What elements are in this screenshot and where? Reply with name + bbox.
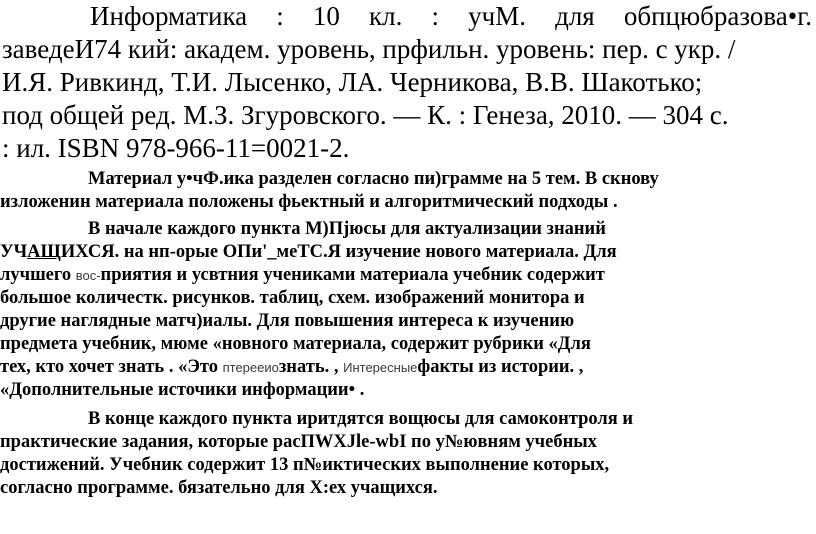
paragraph-2-line-6: предмета учебник, мюме «новного материала, содержит рубрики «Для — [0, 334, 591, 354]
faint-fragment-interesno: птерееио — [222, 360, 279, 375]
underlined-fragment: АЩ — [27, 242, 61, 262]
paragraph-2-line-3 — [0, 264, 812, 287]
paragraph-3 — [0, 408, 812, 500]
paragraph-3-line-2: практические задания, которые расПWXЈlе-wbI по у№ювням учебных — [0, 432, 597, 452]
paragraph-2-line-3-start: лучшего — [0, 265, 76, 285]
paragraph-2-line-1: В начале каждого пункта М)Пјюсы для актуализации знаний — [88, 219, 606, 239]
paragraph-1-line-2: изложенин материала положены фьектный и алгоритмический подходы . — [0, 192, 618, 212]
bibliographic-header — [2, 0, 812, 165]
header-line-5: : ил. ISBN 978-966-11=0021-2. — [2, 133, 350, 163]
header-line-1: Информатика : 10 кл. : учМ. для обпцюбразова•г. — [90, 1, 812, 31]
paragraph-2-line-7-mid: знать. , — [278, 357, 344, 377]
paragraph-2-line-7-end: факты из истории. , — [417, 357, 584, 377]
paragraph-2-line-3-end: приятия и усвтния учениками материала учебник содержит — [100, 265, 605, 285]
paragraph-3-line-3: достижений. Учебник содержит 13 п№иктических выполнение которых, — [0, 455, 610, 475]
faint-fragment-interesnye: Интересные — [343, 360, 418, 375]
paragraph-1 — [0, 168, 812, 214]
paragraph-2-line-8: «Дополнительные источики информации• . — [0, 380, 365, 400]
paragraph-2-line-4: большое количестк. рисунков. таблиц, схем. изображений монитора и — [0, 288, 585, 308]
annotation-body — [0, 168, 812, 500]
paragraph-2-line-7-start: тех, кто хочет знать . «Это — [0, 357, 223, 377]
paragraph-2-line-2 — [0, 241, 812, 264]
paragraph-2-line-2-end: ИХСЯ. на нп-орые ОПи'_меТС.Я изучение нового материала. Для — [60, 242, 617, 262]
paragraph-2-line-5: другие наглядные матч)иалы. Для повышения интереса к изучению — [0, 311, 575, 331]
header-line-3: И.Я. Ривкинд, Т.И. Лысенко, ЛА. Черникова, В.В. Шакотько; — [2, 67, 703, 97]
header-line-4: под общей ред. М.З. Згуровского. — К. : Генеза, 2010. — 304 с. — [2, 100, 729, 130]
paragraph-3-line-4: согласно программе. бязательно для Х:ех учащихся. — [0, 478, 438, 498]
faint-fragment-vos: вос- — [75, 268, 101, 283]
paragraph-3-line-1: В конце каждого пункта иритдятся вощюсы для самоконтроля и — [88, 409, 634, 429]
header-line-2: заведеИ74 кий: академ. уровень, прфильн. уровень: пер. с укр. / — [2, 34, 736, 64]
paragraph-1-line-1: Материал у•чФ.ика разделен согласно пи)грамме на 5 тем. В скнову — [88, 169, 659, 189]
paragraph-2 — [0, 218, 812, 402]
paragraph-2-line-7 — [0, 356, 812, 379]
paragraph-2-line-2-start: УЧ — [0, 242, 28, 262]
